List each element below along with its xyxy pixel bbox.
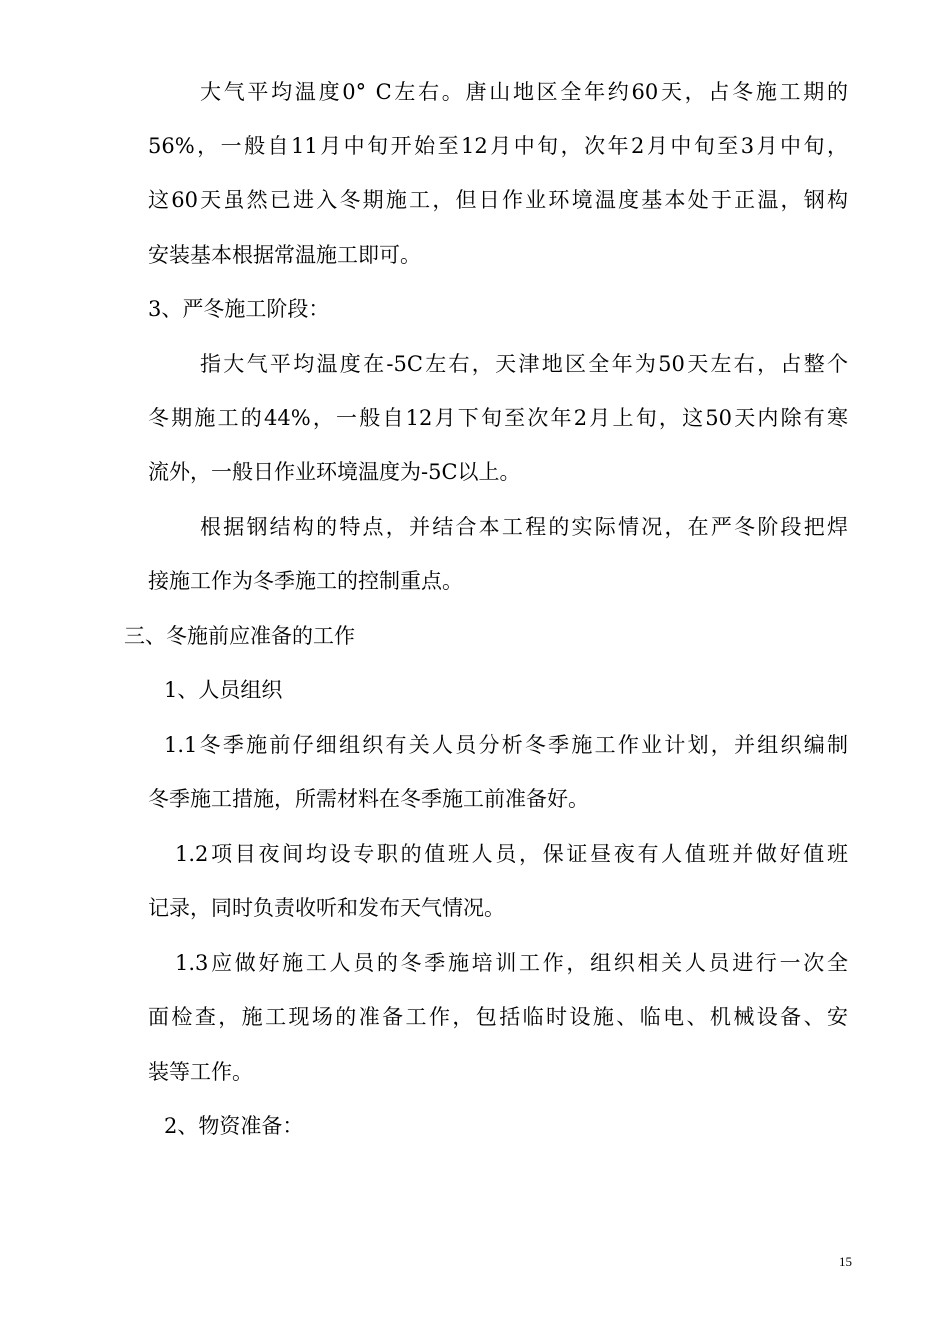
paragraph-line: 接施工作为冬季施工的控制重点。 xyxy=(148,569,463,593)
section-heading: 3、严冬施工阶段： xyxy=(148,297,330,321)
paragraph-line: 1.2项目夜间均设专职的值班人员，保证昼夜有人值班并做好值班 xyxy=(175,842,848,866)
page-number: 15 xyxy=(839,1254,852,1269)
paragraph-line: 根据钢结构的特点，并结合本工程的实际情况，在严冬阶段把焊 xyxy=(200,515,848,539)
paragraph-line: 记录，同时负责收听和发布天气情况。 xyxy=(148,896,505,920)
chapter-heading: 三、冬施前应准备的工作 xyxy=(124,624,355,648)
paragraph-line: 指大气平均温度在-5C左右，天津地区全年为50天左右，占整个 xyxy=(200,352,848,376)
paragraph-line: 这60天虽然已进入冬期施工，但日作业环境温度基本处于正温，钢构 xyxy=(148,188,848,212)
paragraph-line: 56%，一般自11月中旬开始至12月中旬，次年2月中旬至3月中旬， xyxy=(148,134,848,158)
paragraph-line: 面检查，施工现场的准备工作，包括临时设施、临电、机械设备、安 xyxy=(148,1005,848,1029)
section-heading: 1、人员组织 xyxy=(164,678,283,702)
paragraph-line: 1.1冬季施前仔细组织有关人员分析冬季施工作业计划，并组织编制 xyxy=(164,733,848,757)
section-heading: 2、物资准备： xyxy=(164,1114,304,1138)
paragraph-line: 装等工作。 xyxy=(148,1060,253,1084)
paragraph-line: 流外，一般日作业环境温度为-5C以上。 xyxy=(148,460,521,484)
paragraph-line: 1.3应做好施工人员的冬季施培训工作，组织相关人员进行一次全 xyxy=(175,951,848,975)
paragraph-line: 安装基本根据常温施工即可。 xyxy=(148,243,421,267)
paragraph-line: 大气平均温度0° C左右。唐山地区全年约60天，占冬施工期的 xyxy=(200,80,848,104)
paragraph-line: 冬期施工的44%，一般自12月下旬至次年2月上旬，这50天内除有寒 xyxy=(148,406,848,430)
paragraph-line: 冬季施工措施，所需材料在冬季施工前准备好。 xyxy=(148,787,589,811)
